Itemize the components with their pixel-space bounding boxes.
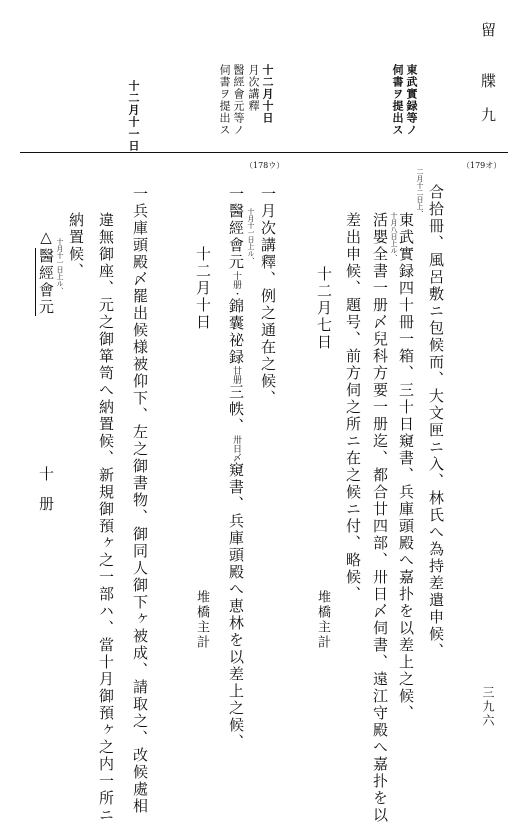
margin-note-line: 東武實録等ノ xyxy=(405,64,418,136)
signature-2: 堆橋主計 xyxy=(194,590,209,650)
body-line-8: 違無御座、元之御箪笥へ納置候、新規御預ヶ之一部ハ、當十月御預ヶ之内一所ニ xyxy=(97,212,115,824)
triangle-mark: △ xyxy=(37,228,55,248)
body-line-9: 納置候、 xyxy=(67,212,85,280)
margin-note-line: 伺書ヲ提出ス xyxy=(218,64,231,136)
line-segment: 一醫經會元 xyxy=(227,186,245,271)
count-char: 十 xyxy=(37,466,55,483)
margin-note-date: 十二月十日 xyxy=(261,64,274,124)
header-rule xyxy=(20,152,508,153)
page-header-title: 留 牒 九 xyxy=(479,22,497,124)
line-text: 活嬰全書一册〆兒科方要一册迄、都合廿四部、卅日〆伺書、遠江守殿へ嘉扑を以 xyxy=(371,212,389,824)
inline-note: 廿册 xyxy=(231,366,241,384)
date-entry-1: 十二月七日 xyxy=(315,266,333,351)
line-segment: 窺書、兵庫頭殿へ恵林を以差上之候、 xyxy=(227,462,245,751)
signature-1: 堆橋主計 xyxy=(315,590,330,650)
body-line-5: 一月次講釋、例之通在之候、 xyxy=(259,186,277,407)
page-ref-left: （178ウ） xyxy=(245,161,285,170)
inline-note: 十月十一日上ル、 xyxy=(56,238,64,294)
book-title: 醫經會元 xyxy=(37,248,55,316)
line-text xyxy=(228,186,243,751)
inline-note: 卅日〆 xyxy=(231,435,241,462)
count-char: 册 xyxy=(37,496,55,513)
date-entry-2: 十二月十日 xyxy=(194,246,212,331)
margin-note-line: 月次講釋 xyxy=(247,64,260,112)
body-line-4: 差出申候、題号、前方伺之所ニ在之候ニ付、略候、 xyxy=(344,212,362,603)
body-line-7: 一兵庫頭殿〆罷出候様被仰下、左之御書物、御同人御下ヶ被成、請取之、改候處相 xyxy=(131,186,149,815)
line-segment: 錦囊祕録 xyxy=(227,298,245,366)
inline-note: 二月十二日上、 xyxy=(416,168,424,217)
margin-note-line: 醫經會元等ノ xyxy=(232,64,245,136)
inline-note: 十月八日上ル、 xyxy=(390,212,398,261)
body-line-1: 合拾冊、風呂敷ニ包候而、大文匣ニ入、林氏へ為持差遣申候、 xyxy=(427,184,445,660)
margin-note-date: 十二月十一日 xyxy=(127,80,140,152)
line-text: 東武實録四十冊一箱、三十日窺書、兵庫頭殿へ嘉扑を以差上之候、 xyxy=(397,212,415,722)
margin-note-line: 伺書ヲ提出ス xyxy=(391,64,404,136)
inline-note: 十册・ xyxy=(231,271,241,298)
page-number: 三九六 xyxy=(481,686,495,728)
page-ref-right: （179オ） xyxy=(462,161,502,170)
line-segment: 三帙、 xyxy=(227,384,245,435)
inline-note: 十月十一日上ル、 xyxy=(247,208,255,264)
line-text xyxy=(38,228,53,316)
